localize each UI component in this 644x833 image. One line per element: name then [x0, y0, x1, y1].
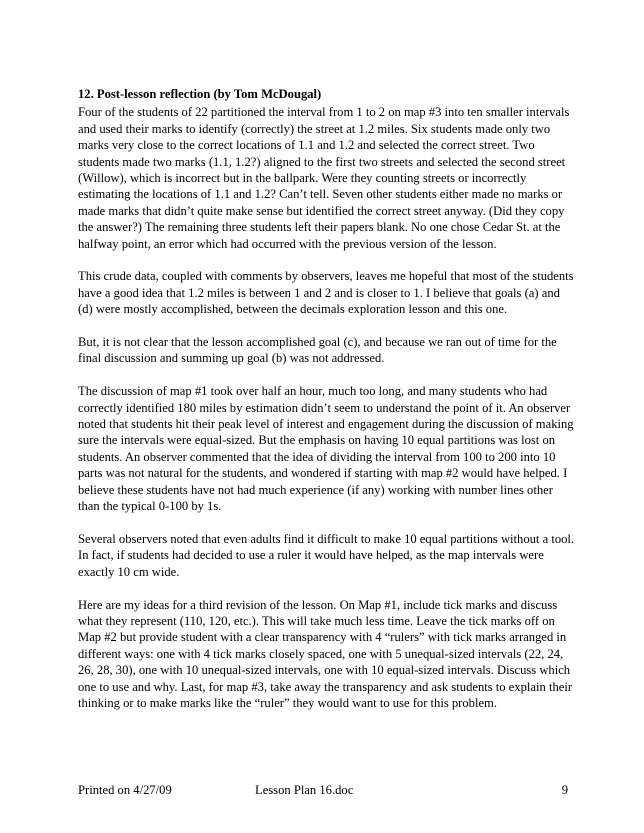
paragraph-goal-c: But, it is not clear that the lesson accomplished goal (c), and because we ran out of time for the final discussion and summing up goal (b) was not addressed. — [78, 335, 557, 366]
footer-page-number: 9 — [561, 783, 568, 797]
paragraph-observers-partitions: Several observers noted that even adults find it difficult to make 10 equal partitions without a tool. In fact, if students had decided to use a ruler it would have helped, as the map intervals were exactly 10 cm wide. — [78, 531, 575, 579]
paragraph-third-revision: Here are my ideas for a third revision of the lesson. On Map #1, include tick marks and discuss what they represent (110, 120, etc.). This will take much less time. Leave the tick marks off on Map #2 but provide student with a clear transparency with 4 “rulers” with tick marks arranged in different ways: one with 4 tick marks closely spaced, one with 5 unequal-sized intervals (22, 24, 26, 28, 30), one with 10 unequal-sized intervals, one with 10 equal-sized intervals. Discuss which one to use and why. Last, for map #3, take away the transparency and ask students to explain their thinking or to make marks like the “ruler” they would want to use for this problem. — [78, 597, 573, 710]
document-body — [78, 86, 576, 728]
footer-printed-date: Printed on 4/27/09 — [78, 783, 172, 797]
paragraph-map-1-discussion: The discussion of map #1 took over half an hour, much too long, and many students who had correctly identified 180 miles by estimation didn’t seem to understand the point of it. An observer noted that students hit their peak level of interest and engagement during the discussion of making sure the intervals were equal-sized. But the emphasis on having 10 equal partitions was lost on students. An observer commented that the idea of dividing the interval from 100 to 200 into 10 parts was not natural for the students, and wondered if starting with map #2 would have helped. I believe these students have not had much experience (if any) working with number lines other than the typical 0-100 by 1s. — [78, 384, 574, 514]
paragraph-student-results: Four of the students of 22 partitioned the interval from 1 to 2 on map #3 into ten smaller intervals and used their marks to identify (correctly) the street at 1.2 miles. Six students made only two marks very close to the correct locations of 1.1 and 1.2 and selected the correct street. Two students made two marks (1.1, 1.2?) aligned to the first two streets and selected the second street (Willow), which is incorrect but in the ballpark. Were they counting streets or incorrectly estimating the locations of 1.1 and 1.2? Can’t tell. Seven other students either made no marks or made marks that didn’t quite make sense but identified the correct street anyway. (Did they copy the answer?) The remaining three students left their papers blank. No one chose Cedar St. at the halfway point, an error which had occurred with the previous version of the lesson. — [78, 105, 570, 251]
section-heading: 12. Post-lesson reflection (by Tom McDougal) — [78, 87, 322, 101]
paragraph-crude-data: This crude data, coupled with comments by observers, leaves me hopeful that most of the students have a good idea that 1.2 miles is between 1 and 2 and is closer to 1. I believe that goals (a) and (d) were mostly accomplished, between the decimals exploration lesson and this one. — [78, 269, 574, 317]
footer-filename: Lesson Plan 16.doc — [255, 783, 354, 797]
page-footer — [78, 782, 568, 800]
